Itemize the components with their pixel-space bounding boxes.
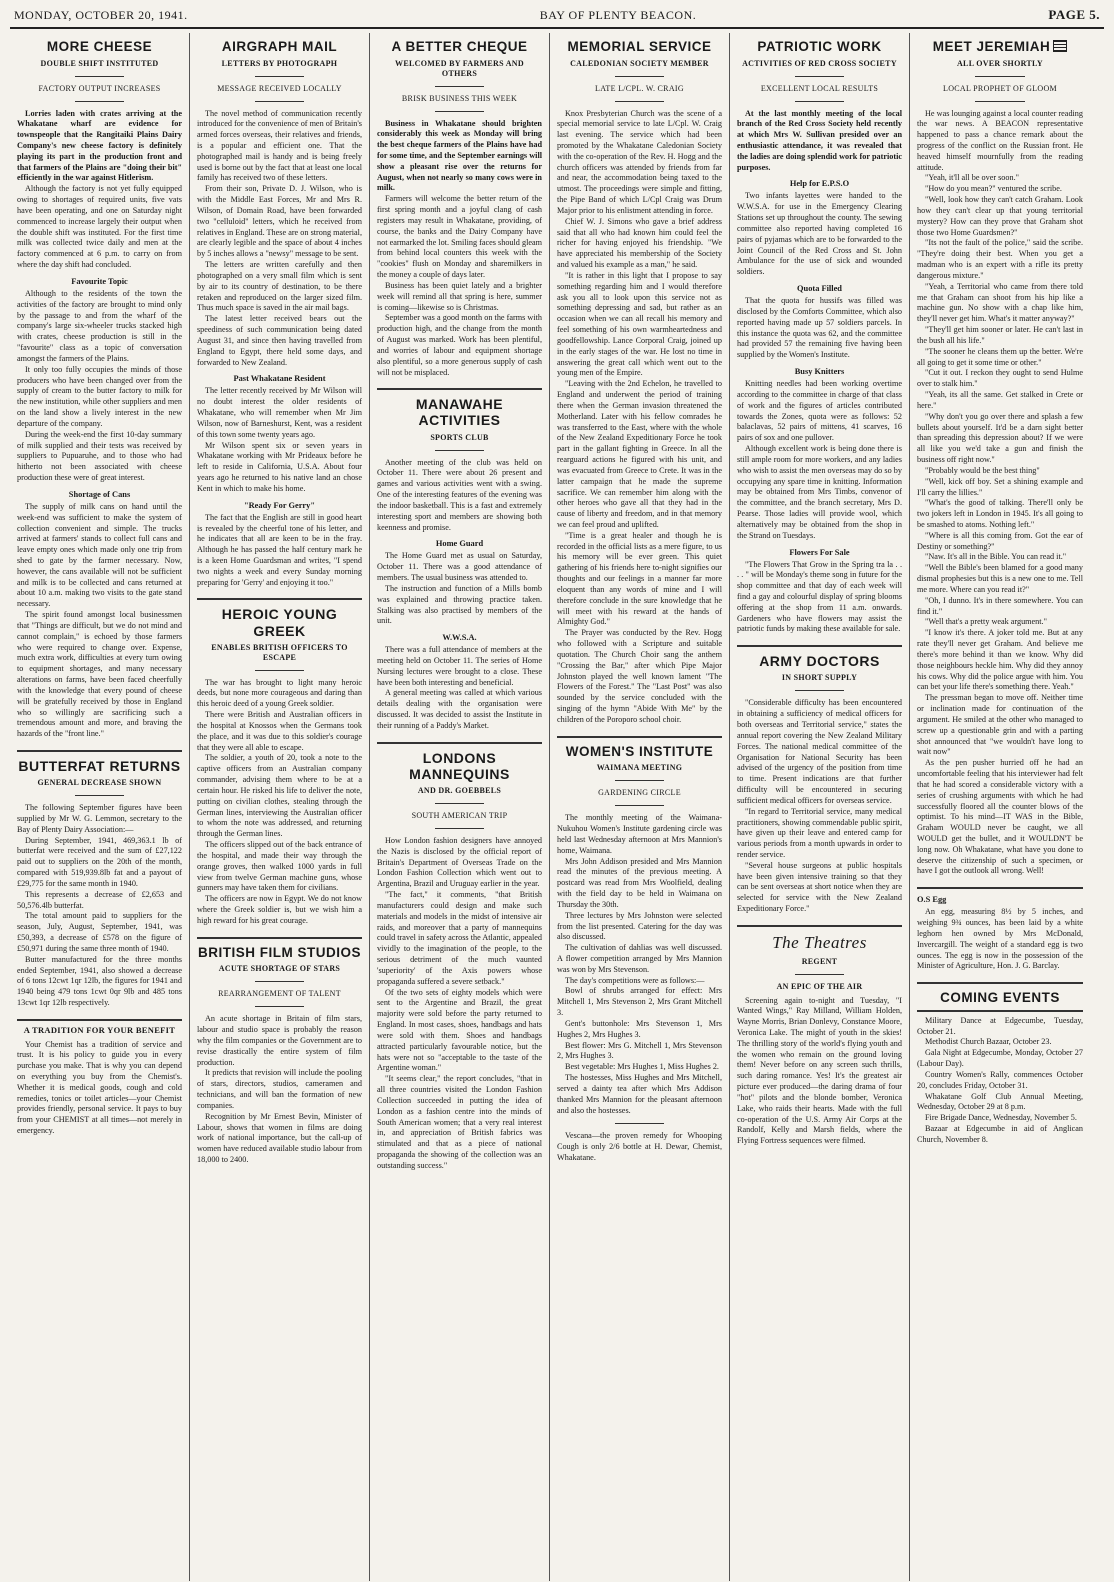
- paragraph: As the pen pusher hurried off he had an uncomfortable feeling that his interviewer had felt that he had scored a considerable victory with a series of crushing arguments with which he had successfully floored all the counter blows of the optimist. To his mind—IT WAS in the Bible, Graham WOULD never be caught, we all WOULD get the bullet, and it WOULDN'T be long now. Oh Whakatane, what have you done to deserve the citizenship of such a specimen, or have I got the outlook all wrong. Well!: [917, 758, 1083, 876]
- paragraph: "Well, look how they can't catch Graham. Look how they can't clear up that young territorial mystery? How can they prove that Graham shot those two Home Guardsmen?": [917, 195, 1083, 237]
- subhead: DOUBLE SHIFT INSTITUTED: [40, 58, 159, 68]
- page-number: PAGE 5.: [1048, 7, 1100, 22]
- paragraph: The officers slipped out of the back entrance of the hospital, and made their way through the orange groves, then walked 1000 yards in full view from twelve German machine guns, whose gunners may have taken them for civilians.: [197, 840, 362, 893]
- paragraph: "Oh, I dunno. It's in there somewhere. You can find it.": [917, 595, 1083, 616]
- paragraph: "Probably would be the best thing": [925, 465, 1040, 475]
- subhead: ACTIVITIES OF RED CROSS SOCIETY: [742, 58, 897, 68]
- paper-title: BAY OF PLENTY BEACON.: [539, 7, 697, 22]
- subhead: WAIMANA MEETING: [596, 763, 683, 773]
- paragraph: The Home Guard met as usual on Saturday, October 11. There was a good attendance of members. The usual business was attended to.: [377, 551, 542, 583]
- subhead: EXCELLENT LOCAL RESULTS: [760, 83, 879, 93]
- paragraph: Butter manufactured for the three months ended September, 1941, also showed a decrease of 6 tons 12cwt 1qr 12lb, the figures for 1941 and 1940 being 479 tons 1cwt 0qr 9lb and 485 tons 13cwt 1qr 12lb respectively.: [17, 954, 182, 1008]
- paragraph: Farmers will welcome the better return of the first spring month and a joyful clang of cash registers may result in Whakatane, providing, of course, the banks and the Dairy Company have not earmarked the lot. Smiling faces should gleam from behind local counters this week with the "cookies" flush on Monday and sharemilkers in the money a couple of days later.: [377, 194, 542, 280]
- printer-ornament-icon: [1053, 40, 1067, 52]
- columns: [10, 33, 1104, 1581]
- paragraph: "The fact," it comments, "that British manufacturers could design and make such materials and models in the midst of intensive air raids, and moreover that a party of mannequins could travel in safety across the Atlantic, appealed vividly to the imagination of the people, to the serious detriment of the much vaunted 'superiority' of the Axis powers whose propaganda suffered a severe setback.": [377, 890, 542, 986]
- paragraph: There was a full attendance of members at the meeting held on October 11. The series of Home Nursing lectures were brought to a close. These have been both interesting and beneficial.: [377, 645, 542, 687]
- headline-londons-mannequins: LONDONS MANNEQUINS: [409, 749, 510, 782]
- paragraph: Knox Presbyterian Church was the scene of a special memorial service to late L/Cpl. W. Craig last evening. The service which had been promoted by the Whakatane Caledonian Society with the co-operation of the Rev. H. Hogg and the church officers was attended by friends from far and near, the accommodation being taxed to the utmost. The proceedings were simple and fitting, the Pipe Band of which L/Cpl Craig was Drum Major prior to his enlistment attending in force.: [557, 108, 722, 215]
- column-4: [550, 33, 730, 1581]
- paragraph: There were British and Australian officers in the hospital at Knossos when the Germans took the place, and it was due to this soldier's courage that they were all able to escape.: [197, 710, 362, 752]
- paragraph: The monthly meeting of the Waimana-Nukuhou Women's Institute gardening circle was held last Wednesday afternoon at Mrs Mannion's home, Waimana.: [557, 813, 722, 855]
- column-6: [910, 33, 1090, 1581]
- subhead: LATE L/CPL. W. CRAIG: [595, 83, 684, 93]
- paragraph: The following September figures have been supplied by Mr W. G. Lemmon, secretary to the Bay of Plenty Dairy Association:—: [17, 803, 182, 834]
- paragraph: It predicts that revision will include the pooling of stars, directors, studios, cameramen and technicians, and will ban the formation of new companies.: [197, 1068, 362, 1110]
- paragraph: This represents a decrease of £2,653 and 50,576.4lb butterfat.: [17, 889, 182, 910]
- paragraph: The letters are written carefully and then photographed on a very small film which is sent by air to its country of destination, to be there retaken and reproduced on the larger sized film. Thus much space is saved in the air mail bags.: [197, 260, 362, 313]
- paragraph: "They'll get him sooner or later. He can't last in the bush all his life.": [917, 325, 1083, 345]
- paragraph: "Time is a great healer and though he is recorded in the official lists as a mere figure, to us his memory will be ever green. This quiet gathering of his friends here to-night signifies our thoughts and our feelings in a manner far more eloquent than any words of mine and I will therefore conclude in the sure knowledge that he will meet with his reward at the hands of Almighty God.": [557, 530, 722, 627]
- masthead: [10, 4, 1104, 29]
- section-heading: "Ready For Gerry": [243, 500, 315, 510]
- paragraph: "Yeah, its all the same. Get stalked in Crete or here.": [917, 390, 1083, 410]
- paragraph: "The sooner he cleans them up the better. We're all going to get it some time or other.": [917, 346, 1083, 367]
- headline-more-cheese: MORE CHEESE: [46, 39, 153, 54]
- paragraph: "Where is all this coming from. Got the ear of Destiny or something?": [917, 530, 1083, 551]
- subhead: REARRANGEMENT OF TALENT: [218, 989, 341, 999]
- lead-paragraph: At the last monthly meeting of the local branch of the Red Cross Society held recently at which Mrs W. Sullivan presided over an enthusiastic attendance, it was revealed that the ladies are doing splendid work for patriotic purposes.: [737, 108, 902, 172]
- paragraph: "The Flowers That Grow in the Spring tra la . . . . " will be Monday's theme song in future for the shop committee and that day of each week will find a gay and colourful display of spring blooms offering at the shop from 11 a.m. onwards. Gardeners who have flowers may assist the patriotic funds by making these available for sale.: [737, 559, 902, 634]
- headline-os-egg: O.S Egg: [917, 895, 947, 905]
- paragraph: "I know it's there. A joker told me. But at any rate they'll never get Graham. And believe me there's more behind it than we know. Why did those neighbours heckle him. Why did they annoy his cows. Why did the police argue with him. You can bet your life there's something there. Yeah.": [917, 628, 1083, 692]
- subhead: GENERAL DECREASE SHOWN: [37, 778, 162, 788]
- event-item: Military Dance at Edgecumbe, Tuesday, October 21.: [917, 1015, 1083, 1036]
- event-item: Gala Night at Edgecumbe, Monday, October 27 (Labour Day).: [917, 1048, 1083, 1069]
- paragraph: "Well that's a pretty weak argument.": [925, 617, 1047, 627]
- headline-british-film-studios: BRITISH FILM STUDIOS: [198, 944, 361, 960]
- paragraph: "Well the Bible's been blamed for a good many dismal prophesies but this is a new one to me. Tell me more. Where can you read it?": [917, 563, 1083, 594]
- subhead: LOCAL PROPHET OF GLOOM: [943, 83, 1057, 93]
- paragraph: The supply of milk cans on hand until the week-end was sufficient to make the system of collection convenient and simple. The trucks arrived at farmers' stands to collect full cans and leave empty ones which made only one trip from shed to gate by the farmer necessary. Now, however, the cans available will not be sufficient and milk is to be collected and cans returned at about 10 a.m. making two visits to the gate stand necessary.: [17, 501, 182, 609]
- paragraph: The officers are now in Egypt. We do not know where the Greek soldier is, but we wish him a high reward for his great courage.: [197, 894, 362, 925]
- subhead: REGENT: [801, 956, 838, 966]
- paragraph: "Yeah, it'll all be over soon.": [925, 173, 1019, 183]
- paragraph: "Yeah, a Territorial who came from there told me that Graham can shoot from his hip like a machine gun. No show with a chap like him, they'll never get him. What's it matter anyway?": [917, 281, 1083, 324]
- advert-paragraph: Your Chemist has a tradition of service and trust. It is his policy to guide you in every purchase you make. That is why you can depend on everything you buy from the Chemist's. Whether it is medical goods, cough and cold remedies, tonics or toilet articles—your Chemist provides friendly, personal service. It pays to buy from your CHEMIST at all times—not merely in emergency.: [17, 1039, 182, 1136]
- event-item: Whakatane Golf Club Annual Meeting, Wednesday, October 29 at 8 p.m.: [917, 1091, 1083, 1112]
- section-heading: W.W.S.A.: [442, 633, 477, 643]
- paragraph: Bowl of shrubs arranged for effect: Mrs Mitchell 1, Mrs Stevenson 2, Mrs Grant Mitchell 3.: [557, 986, 722, 1018]
- paragraph: That the quota for hussifs was filled was disclosed by the Comforts Committee, which also reported having made up 57 soldiers parcels. In this instance the quota was 62, and the committee had provided 57 the remaining five having been supplied by the Women's Institute.: [737, 296, 902, 360]
- event-item: Methodist Church Bazaar, October 23.: [925, 1037, 1052, 1047]
- subhead: SPORTS CLUB: [430, 432, 489, 442]
- paragraph: Knitting needles had been working overtime according to the committee in charge of that class of work and the figures of articles contributed towards the Zones, quota were as follows: 52 balaclavas, 52 pairs of mittens, 41 scarves, 16 pairs of sox and one pullover.: [737, 379, 902, 443]
- event-item: Bazaar at Edgecumbe in aid of Anglican Church, November 8.: [917, 1124, 1083, 1144]
- paragraph: An egg, measuring 8½ by 5 inches, and weighing 9¾ ounces, has been laid by a white leghorn hen owned by Mrs McDonald, Invercargill. The weight of a standard egg is two ounces. The egg is now in the possession of the Minister of Agriculture, Hon. J. G. Barclay.: [917, 907, 1083, 971]
- headline-the-theatres: The Theatres: [772, 932, 867, 952]
- section-heading: Shortage of Cans: [68, 489, 131, 499]
- paragraph: Although to the residents of the town the activities of the factory are brought to mind only by the passage to and from the wharf of the company's large six-wheeler trucks stacked high with crates, cheese production is still in the "favourite" class as a topic of conversation amongst the farmers of the Plains.: [17, 288, 182, 363]
- paragraph: Best vegetable: Mrs Hughes 1, Miss Hughes 2.: [565, 1062, 719, 1072]
- paragraph: Chief W. J. Simons who gave a brief address said that all who had known him could feel the richer for having enjoyed his friendship. "We have appreciated his membership of the Society and valued his example as a man," he said.: [557, 216, 722, 270]
- paragraph: The spirit found amongst local businessmen that "Things are difficult, but we do not mind and cannot complain," is echoed by those farmers who were required to change over. Expense, much extra work, difficulties at every turn owing to equipment shortages, and many necessary alterations on farms, have been faced cheerfully with the knowledge that every pound of cheese will be gratefully received by those in England who so willingly are sacrificing such a tremendous amount and more, and braving the hazards of the "front line.": [17, 610, 182, 739]
- section-heading: Quota Filled: [797, 284, 842, 294]
- subhead: BRISK BUSINESS THIS WEEK: [401, 93, 518, 103]
- section-heading: Past Whakatane Resident: [233, 374, 326, 384]
- paragraph: "Leaving with the 2nd Echelon, he travelled to England and underwent the period of training there when the German invasion threatened the Motherland. Later with his fellow comrades he was transferred to the East, where with the whole of the New Zealand Expeditionary Force he took part in the gallant fighting in Greece. In all the rearguard actions he figured with his unit, and was evacuated from Greece to Crete. It was in the latter campaign that he made the supreme sacrifice. We can remember him along with the other heroes who gave all that they had in the cause of liberty and freedom, and in that memory we can feel proud and uplifted.: [557, 379, 722, 529]
- subhead: IN SHORT SUPPLY: [781, 673, 858, 683]
- paragraph: He was lounging against a local counter reading the war news. A BEACON representative happened to pass a chance remark about the progress of the conflict on the Russian front. He heaved himself mournfully from the reading attitude.: [917, 108, 1083, 172]
- paragraph: "How do you mean?" ventured the scribe.: [925, 184, 1062, 194]
- subhead: SOUTH AMERICAN TRIP: [411, 810, 508, 820]
- paragraph: "Naw. It's all in the Bible. You can read it.": [925, 552, 1067, 562]
- paragraph: The day's competitions were as follows:—: [565, 975, 705, 985]
- headline-tradition: A TRADITION FOR YOUR BENEFIT: [23, 1024, 176, 1035]
- paragraph: Mrs John Addison presided and Mrs Mannion read the minutes of the previous meeting. A postcard was read from Mrs Woolfield, dealing with the field day to be held in Waimana on Thursday the 30th.: [557, 856, 722, 909]
- headline-memorial-service: MEMORIAL SERVICE: [567, 39, 712, 54]
- subhead: LETTERS BY PHOTOGRAPH: [221, 58, 338, 68]
- subhead: FACTORY OUTPUT INCREASES: [38, 83, 161, 93]
- section-heading: Home Guard: [435, 539, 484, 549]
- paragraph: It only too fully occupies the minds of those producers who have been changed over from the supply of cream to the butter factory to milk for the new institution, while other suppliers and men on the land show a lively interest in the new departure of the company.: [17, 364, 182, 428]
- column-3: [370, 33, 550, 1581]
- headline-army-doctors: ARMY DOCTORS: [759, 653, 880, 670]
- paragraph: The Prayer was conducted by the Rev. Hogg who followed with a Scripture and suitable quotation. The Church Choir sang the anthem "Crossing the Bar," after which Pipe Major Johnston played the well known lament "The Flowers of the Forest." The "Last Post" was also sounded by the service concluded with the singing of the hymn "Abide With Me" by the children of the Poroporo school choir.: [557, 628, 722, 724]
- subhead: AND DR. GOEBBELS: [417, 785, 502, 795]
- headline-butterfat-returns: BUTTERFAT RETURNS: [18, 758, 181, 775]
- event-item: Fire Brigade Dance, Wednesday, November 5.: [925, 1113, 1077, 1123]
- paragraph: "Cut it out. I reckon they ought to send Hulme over to stalk him.": [917, 368, 1083, 389]
- paragraph: Although excellent work is being done there is still ample room for more workers, and any ladies who wish to assist the men overseas may do so by occupying any spare time in knitting. Information may be obtained from Mrs Timbs, convenor of the committee, and the branch secretary, Mrs D. Pearse. Those ladies will provide wool, which alternatively may be obtained from the shop in the Strand on Tuesdays.: [737, 444, 902, 540]
- paragraph: "Its not the fault of the police," said the scribe. "They're doing their best. When you get a madman who is an expert with a rifle its pretty dangerous mixture.": [917, 238, 1083, 280]
- event-item: Country Women's Rally, commences October 20, concludes Friday, October 31.: [917, 1069, 1083, 1090]
- paragraph: From their son, Private D. J. Wilson, who is with the Middle East Forces, Mr and Mrs R. Wilson, of Domain Road, have been forwarded two "celluloid" letters, which he received from relatives in England. These are on strong material, are clearly legible and the space of about 4 inches by 5 inches allows a "newsy" message to be sent.: [197, 184, 362, 259]
- issue-date: MONDAY, OCTOBER 20, 1941.: [14, 7, 188, 22]
- headline-heroic-young-greek: HEROIC YOUNG GREEK: [221, 606, 338, 639]
- section-heading: Favourite Topic: [71, 276, 128, 286]
- section-heading: Help for E.P.S.O: [789, 179, 850, 189]
- paragraph: Recognition by Mr Ernest Bevin, Minister of Labour, shows that women in films are doing work of national importance, but the call-up of women have reduced available studio labour from 18,000 to 2400.: [197, 1111, 362, 1164]
- paragraph: Business has been quiet lately and a brighter week will remind all that spring is here, summer is coming—likewise so is Christmas.: [377, 280, 542, 312]
- paragraph: Of the two sets of eighty models which were sent to the Argentine and Brazil, the great majority were sold before the party returned to England. In most cases, shoes, handbags and hats were sold with them. Shoes and handbags attracted particularly favourable notice, but the hats were not so "acceptable to the taste of the Argentine woman.": [377, 987, 542, 1073]
- subhead: CALEDONIAN SOCIETY MEMBER: [570, 58, 709, 68]
- paragraph: "What's the good of talking. There'll only be two jokers left in London in 1945. It's all going to be smashed to atoms. Nothing left.": [917, 498, 1083, 529]
- advert-paragraph: Vescana—the proven remedy for Whooping Cough is only 2/6 bottle at H. Dewar, Chemist, Whakatane.: [557, 1131, 722, 1163]
- paragraph: The soldier, a youth of 20, took a note to the captive officers from an Australian company commander, advising them where to be at a certain hour. He risked his life to deliver the note, putting on civilian clothes, stealing through the German lines, interviewing the Australian officer to whom the note was addressed, and returning through the German lines.: [197, 753, 362, 839]
- headline-better-cheque: A BETTER CHEQUE: [391, 39, 528, 54]
- paragraph: "Considerable difficulty has been encountered in obtaining a sufficiency of medical officers for both overseas and Territorial service," states the annual report covering the New Zealand Military Forces. The national medical committee of the Organisation for National Security has been advised of the urgency of the position from time to time. Present indications are that further difficulty will be encountered in securing sufficient medical officers for overseas service.: [737, 698, 902, 805]
- headline-coming-events: COMING EVENTS: [940, 990, 1060, 1006]
- paragraph: Mr Wilson spent six or seven years in Whakatane working with Mr Prideaux before he left to reside in California, U.S.A. About four years ago he returned to his native land an chose Kent in which to make his home.: [197, 440, 362, 493]
- paragraph: The cultivation of dahlias was well discussed. A flower competition arranged by Mrs Mannion was won by Mrs Stevenson.: [557, 943, 722, 974]
- headline-airgraph-mail: AIRGRAPH MAIL: [221, 39, 338, 54]
- column-1: [10, 33, 190, 1581]
- paragraph: "It seems clear," the report concludes, "that in all three countries visited the London Fashion Collection succeeded in putting the idea of London as a fashion centre into the minds of South American women; that a very real interest in, and appreciation of British fabrics was stimulated and that as a piece of national propaganda the showing of the collection was an outstanding success.": [377, 1074, 542, 1170]
- lead-paragraph: Business in Whakatane should brighten considerably this week as Monday will bring the best cheque farmers of the Plains have had for some time, and the September earnings will show a pleasant rise over the returns for August, when not nearly so many cows were in milk.: [377, 118, 542, 193]
- paragraph: "In regard to Territorial service, many medical practitioners, showing commendable public spirit, have given up their leave and entered camp for various periods from a month upwards in order to render service.: [737, 806, 902, 859]
- paragraph: Screening again to-night and Tuesday, "I Wanted Wings," Ray Milland, William Holden, Wayne Morris, Brian Donlevy, Constance Moore, Veronica Lake. The might of youth in the skies! The thrilling story of the world's flying youth and the women who remain on the ground loving them! Never before on any screen such thrills, such daring romance. Yes! It's the greatest air picture ever produced—the daring drama of four "hot" pilots and the blonde bomber, Veronica Lake, who raids their hearts. Made with the full co-operation of the U.S. Army Air Corps at the Randolf, Kelly and Marsh fields, where the Flying Fortress sequences were filmed.: [737, 995, 902, 1146]
- headline-patriotic-work: PATRIOTIC WORK: [757, 39, 882, 54]
- paragraph: "Well, kick off boy. Set a shining example and I'll carry the lillies.": [917, 476, 1083, 497]
- paragraph: The pressman began to move off. Neither time or inclination made for continuation of the argument. He smiled at the other who managed to screw up a questionable grin and with a parting shot announced that "we wouldn't have long to wait now": [917, 693, 1083, 757]
- subhead: MESSAGE RECEIVED LOCALLY: [217, 83, 342, 93]
- paragraph: How London fashion designers have annoyed the Nazis is disclosed by the official report of Britain's Department of Overseas Trade on the London Fashion Collection which went out to Argentina, Brazil and Uruguay earlier in the year.: [377, 835, 542, 889]
- paragraph: The letter recently received by Mr Wilson will no doubt interest the older residents of Whakatane, who will remember when Mr Jim Wilson, now of Barneshurst, Kent, was a resident of this town some twenty years ago.: [197, 386, 362, 439]
- headline-womens-institute: WOMEN'S INSTITUTE: [565, 743, 714, 759]
- headline-manawahe-activities: MANAWAHE ACTIVITIES: [415, 396, 504, 429]
- paragraph: A general meeting was called at which various details dealing with the organisation were discussed. It was decided to assist the Institute in their running of a Paddy's Market.: [377, 688, 542, 730]
- paragraph: "It is rather in this light that I propose to say something regarding him and I would therefore ask you all to look upon this service not as something depressing and sad, but rather as an occasion when we can all recall his memory and feel something of his own warmheartedness and goodfellowship. Lance Corporal Craig, joined up in the early stages of the war. He lost no time in answering the great call which went out to the young men of the Empire.: [557, 270, 722, 378]
- paragraph: The war has brought to light many heroic deeds, but none more courageous and daring than this heroic deed of a young Greek soldier.: [197, 677, 362, 709]
- paragraph: Gent's buttonhole: Mrs Stevenson 1, Mrs Hughes 2, Mrs Hughes 3.: [557, 1018, 722, 1039]
- paragraph: "Why don't you go over there and splash a few bullets about yourself. It'd be a darn sight better than spreading this depression about? If we were all like you we'd take a gun and finish the business off right now.": [917, 411, 1083, 465]
- paragraph: The hostesses, Miss Hughes and Mrs Mitchell, served a dainty tea after which Mrs Addison thanked Mrs Mannion for the pleasant afternoon and also the hostesses.: [557, 1073, 722, 1115]
- paragraph: During September, 1941, 469,363.1 lb of butterfat were received and the sum of £27,122 paid out to suppliers on the 20th of the month, compared with 519,939.8lb fat and a payout of £29,775 for the same month in 1940.: [17, 835, 182, 888]
- paragraph: September was a good month on the farms with production high, and the change from the month of August was marked. Work has been plentiful, and worries of labour and equipment shortage also plentiful, so a more generous supply of cash will not be misplaced.: [377, 313, 542, 377]
- section-heading: Flowers For Sale: [789, 547, 850, 557]
- paragraph: During the week-end the first 10-day summary of milk supplied and their tests was received by suppliers to Pupuaruhe, and to those who had hitherto not been associated with cheese production these were of great interest.: [17, 429, 182, 483]
- headline-meet-jeremiah: MEET JEREMIAH: [917, 39, 1083, 55]
- paragraph: Three lectures by Mrs Johnston were selected from the list presented. Catering for the day was also discussed.: [557, 910, 722, 942]
- column-5: [730, 33, 910, 1581]
- section-heading: Busy Knitters: [794, 367, 845, 377]
- paragraph: "Several house surgeons at public hospitals have been given intensive training so that they can be sent overseas at short notice when they are selected for service with the New Zealand Expeditionary Force.": [737, 860, 902, 914]
- paragraph: Although the factory is not yet fully equipped owing to shortages of required units, five vats have been operating, and one on Saturday night commenced to increase largely their output when the double shift was instituted. For the first time milk was collected twice daily and men at the factory commenced at 6 p.m. to carry on from where the day shift had concluded.: [17, 184, 182, 270]
- paragraph: The latest letter received bears out the speediness of such communication being dated August 31, and since then having travelled from England to Egypt, there held some days, and forwarded to New Zealand.: [197, 314, 362, 367]
- subhead: GARDENING CIRCLE: [598, 788, 681, 798]
- subhead: ENABLES BRITISH OFFICERS TO ESCAPE: [211, 642, 348, 662]
- paragraph: The novel method of communication recently introduced for the convenience of men of Britain's armed forces overseas, their relatives and friends, is a popular and efficient one. That the photographed mail is handy and is being freely used is borne out by the fact that at least one local family has received two of these letters.: [197, 108, 362, 183]
- column-2: [190, 33, 370, 1581]
- subhead: ALL OVER SHORTLY: [956, 58, 1044, 68]
- lead-paragraph: Lorries laden with crates arriving at the Whakatane wharf are evidence for townspeople that the Rangitaiki Plains Dairy Company's new cheese factory is definitely playing its part in the production front and that farmers of the Plains are "doing their bit" efficiently in the war against Hitlerism.: [17, 108, 182, 183]
- subhead: WELCOMED BY FARMERS AND OTHERS: [395, 58, 524, 78]
- paragraph: An acute shortage in Britain of film stars, labour and studio space is probably the reason why the film companies or the Government are to revise drastically the entire system of film production.: [197, 1014, 362, 1067]
- paragraph: The fact that the English are still in good heart is revealed by the cheerful tone of his letter, and he indicates that all are keen to be in the fray. Although he has passed the half century mark he is a keen Home Guardsman and writes, "I spend two nights a week and every Sunday morning preparing for 'Gerry' and enjoying it too.": [197, 512, 362, 587]
- paragraph: The instruction and function of a Mills bomb was explained and throwing practice taken. Stalking was also practised by members of the unit.: [377, 583, 542, 626]
- paragraph: Two infants layettes were handed to the W.W.S.A. for use in the Emergency Clearing Stations set up throughout the county. The sewing committee also reported having completed 16 pairs of pyjamas which are to be forwarded to the Joint Council of the Red Cross and St. John Ambulance for the use of sick and wounded soldiers.: [737, 191, 902, 277]
- paragraph: Another meeting of the club was held on October 11. There were about 26 present and games and various activities went with a swing. One of the interesting features of the evening was the indoor basketball. This is a fast and extremely interesting sport and members are showing both keenness and promise.: [377, 457, 542, 532]
- subhead: AN EPIC OF THE AIR: [776, 981, 863, 991]
- subhead: ACUTE SHORTAGE OF STARS: [218, 964, 341, 974]
- paragraph: Best flower: Mrs G. Mitchell 1, Mrs Stevenson 2, Mrs Hughes 3.: [557, 1040, 722, 1061]
- paragraph: The total amount paid to suppliers for the season, July, August, September, 1941, was £50,393, a decrease of £578 on the figure of £50,971 during the same three month of 1940.: [17, 911, 182, 953]
